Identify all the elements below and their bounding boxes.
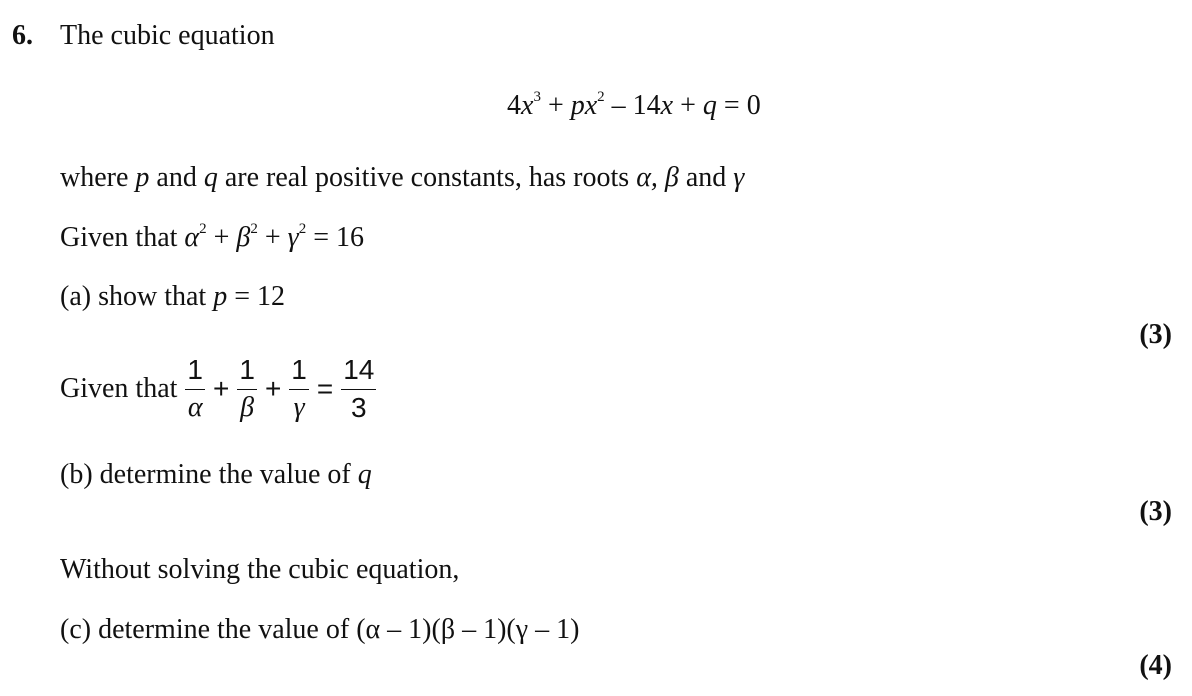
beta: β	[236, 222, 251, 253]
eq-power-3: 3	[533, 89, 541, 105]
part-a-label: (a) show that	[60, 281, 214, 312]
power-2-gamma: 2	[298, 221, 307, 237]
fraction-1-over-beta	[237, 355, 257, 424]
plus-op-2: +	[264, 373, 282, 405]
part-b	[60, 461, 372, 489]
equals-16: = 16	[306, 222, 365, 253]
eq-power-2: 2	[597, 89, 605, 105]
numerator-14: 14	[341, 355, 376, 390]
denominator-3: 3	[351, 391, 367, 423]
numerator: 1	[237, 355, 257, 390]
denominator-alpha: α	[187, 391, 203, 423]
part-b-var-q: q	[357, 459, 372, 490]
fraction-1-over-alpha	[185, 355, 205, 424]
part-a-value: = 12	[227, 281, 285, 312]
part-c-label: (c) determine the value of	[60, 614, 357, 645]
eq-plus2: +	[673, 90, 703, 121]
denominator-beta: β	[240, 391, 255, 423]
question-intro: The cubic equation	[60, 20, 275, 51]
given-squares-line	[60, 221, 365, 253]
numerator: 1	[185, 355, 205, 390]
part-a	[60, 283, 285, 311]
part-b-marks: (3)	[1139, 496, 1172, 527]
without-solving-text: Without solving the cubic equation,	[60, 554, 460, 585]
part-b-label: (b) determine the value of	[60, 459, 358, 490]
var-q: q	[203, 162, 218, 193]
plus: +	[206, 222, 237, 253]
eq-coef: 4	[507, 90, 521, 121]
plus-2: +	[257, 222, 288, 253]
numerator: 1	[289, 355, 309, 390]
eq-plus: +	[540, 90, 571, 121]
equals-op: =	[316, 373, 334, 405]
eq-var-px: px	[570, 90, 598, 121]
power-2-alpha: 2	[199, 221, 207, 237]
denominator-gamma: γ	[293, 391, 305, 423]
part-c-marks: (4)	[1139, 650, 1172, 681]
eq-var-x: x	[521, 90, 534, 121]
constants-text: are real positive constants, has roots	[217, 162, 637, 193]
fraction-1-over-gamma	[289, 355, 309, 424]
given-text: Given that	[60, 222, 185, 253]
gamma: γ	[287, 222, 299, 253]
var-p: p	[135, 162, 150, 193]
where-line	[60, 164, 744, 192]
part-c	[60, 616, 579, 644]
where-text: where	[60, 162, 136, 193]
question-number: 6.	[12, 20, 33, 51]
given-reciprocals-line	[60, 355, 378, 424]
alpha: α	[184, 222, 200, 253]
fraction-14-over-3	[341, 355, 376, 424]
part-a-marks: (3)	[1139, 319, 1172, 350]
part-c-expression: (α – 1)(β – 1)(γ – 1)	[356, 614, 580, 645]
roots-alpha-beta: α, β	[636, 162, 679, 193]
and-text: and	[149, 162, 204, 193]
eq-var-x2: x	[660, 90, 674, 121]
eq-equals-zero: = 0	[716, 90, 761, 121]
cubic-equation	[507, 89, 761, 121]
root-gamma: γ	[733, 162, 745, 193]
plus-op: +	[213, 373, 230, 405]
eq-var-q: q	[702, 90, 717, 121]
part-a-var-p: p	[213, 281, 228, 312]
eq-minus-14: – 14	[604, 90, 661, 121]
given-text-2: Given that	[60, 373, 178, 405]
and-text-2: and	[678, 162, 734, 193]
power-2-beta: 2	[250, 221, 258, 237]
